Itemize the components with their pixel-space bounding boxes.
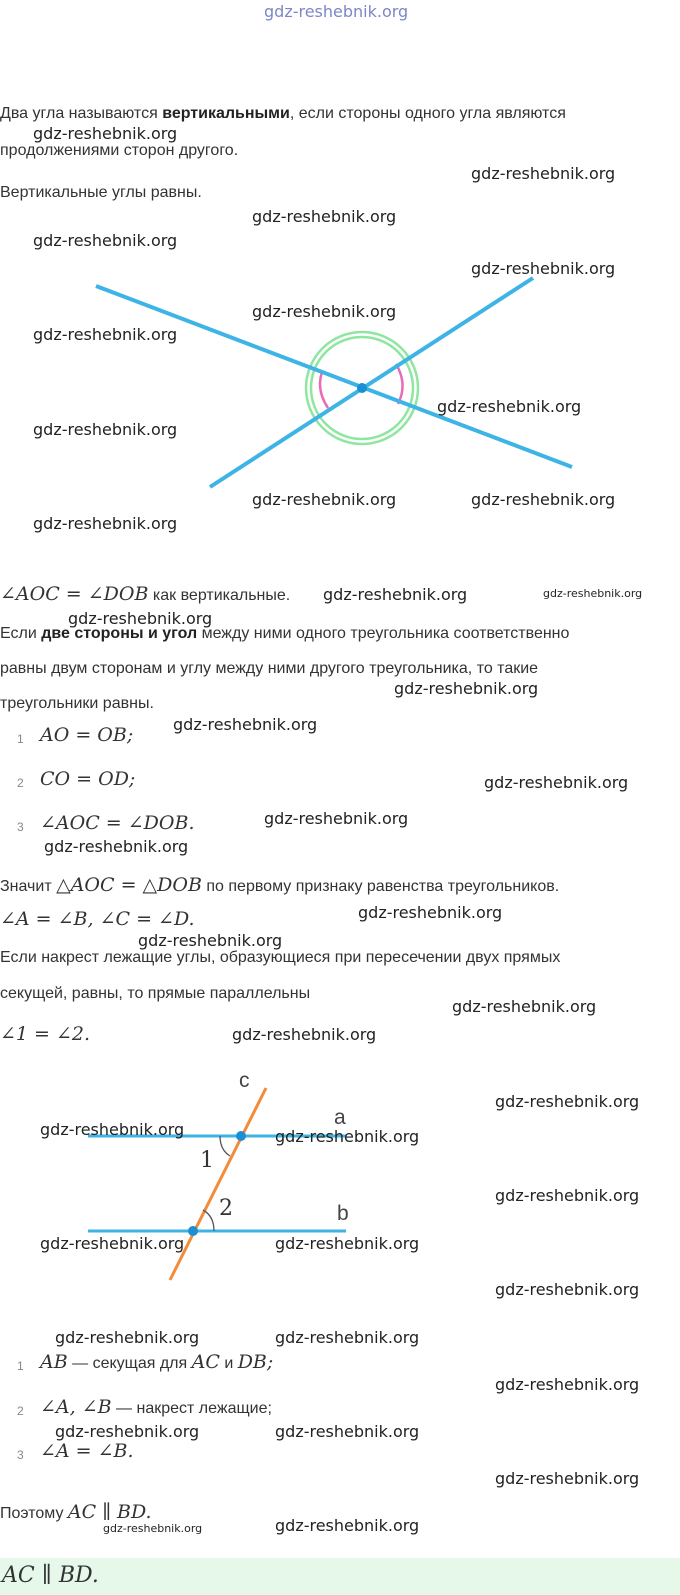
watermark: gdz-reshebnik.org xyxy=(471,259,616,278)
watermark: gdz-reshebnik.org xyxy=(103,1522,203,1535)
list-number: 2 xyxy=(17,1404,24,1418)
watermark: gdz-reshebnik.org xyxy=(33,420,178,439)
list-number: 2 xyxy=(17,776,24,790)
list-item-alternate xyxy=(40,1396,272,1419)
list-item xyxy=(17,818,24,836)
list-item xyxy=(17,1357,24,1375)
answer-box xyxy=(0,1558,680,1595)
text: , если стороны одного угла являются xyxy=(289,105,566,122)
parallel-theorem-line-2: секущей, равны, то прямые параллельны xyxy=(0,985,311,1002)
watermark: gdz-reshebnik.org xyxy=(275,1328,420,1347)
watermark: gdz-reshebnik.org xyxy=(543,587,643,600)
list-item-math: ∠A = ∠B. xyxy=(40,1440,134,1462)
vertical-angles-figure xyxy=(0,0,680,560)
watermark: gdz-reshebnik.org xyxy=(471,164,616,183)
list-item xyxy=(17,1446,24,1464)
list-number: 3 xyxy=(17,820,24,834)
pink-arc-right xyxy=(396,364,403,404)
list-number: 3 xyxy=(17,1448,24,1462)
watermark: gdz-reshebnik.org xyxy=(173,715,318,734)
sas-theorem-line-3: треугольники равны. xyxy=(0,695,154,712)
definition-line-2: продолжениями сторон другого. xyxy=(0,142,239,159)
watermark: gdz-reshebnik.org xyxy=(437,397,582,416)
watermark: gdz-reshebnik.org xyxy=(33,231,178,250)
label-angle-1: 1 xyxy=(200,1148,214,1173)
list-item-math: ∠AOC = ∠DOB. xyxy=(40,812,195,834)
watermark: gdz-reshebnik.org xyxy=(252,490,397,509)
watermark: gdz-reshebnik.org xyxy=(68,609,213,628)
bold-term: две стороны и угол xyxy=(41,625,198,642)
watermark: gdz-reshebnik.org xyxy=(275,1234,420,1253)
angle-1-2-equality: ∠1 = ∠2. xyxy=(0,1023,91,1045)
watermark: gdz-reshebnik.org xyxy=(495,1186,640,1205)
watermark: gdz-reshebnik.org xyxy=(495,1375,640,1394)
list-item-math: CO = OD; xyxy=(40,768,136,790)
watermark: gdz-reshebnik.org xyxy=(394,679,539,698)
watermark: gdz-reshebnik.org xyxy=(44,837,189,856)
watermark: gdz-reshebnik.org xyxy=(495,1092,640,1111)
math-expression: ∠AOC = ∠DOB xyxy=(0,583,149,605)
math: ∠A, ∠B xyxy=(40,1396,112,1418)
label-a: a xyxy=(334,1106,346,1129)
label-angle-2: 2 xyxy=(219,1196,233,1221)
text: как вертикальные. xyxy=(148,587,291,604)
watermark: gdz-reshebnik.org xyxy=(55,1422,200,1441)
watermark: gdz-reshebnik.org xyxy=(275,1516,420,1535)
watermark: gdz-reshebnik.org xyxy=(33,325,178,344)
list-number: 1 xyxy=(17,1359,24,1373)
text: по первому признаку равенства треугольников. xyxy=(201,878,560,895)
watermark: gdz-reshebnik.org xyxy=(495,1469,640,1488)
watermark: gdz-reshebnik.org xyxy=(264,809,409,828)
pink-arc-left xyxy=(320,372,328,408)
watermark: gdz-reshebnik.org xyxy=(452,997,597,1016)
point-intersection-b xyxy=(188,1226,198,1236)
math-expression: AC ∥ BD. xyxy=(67,1501,152,1523)
point-intersection-a xyxy=(236,1131,246,1141)
math: DB; xyxy=(237,1351,274,1373)
list-item xyxy=(17,1402,24,1420)
text: и xyxy=(219,1355,238,1372)
rule-vertical-equal: Вертикальные углы равны. xyxy=(0,184,202,201)
watermark: gdz-reshebnik.org xyxy=(358,903,503,922)
watermark: gdz-reshebnik.org xyxy=(323,585,468,604)
sas-theorem-line-2: равны двум сторонам и углу между ними другого треугольника, то такие xyxy=(0,660,539,677)
list-item xyxy=(17,730,24,748)
watermark: gdz-reshebnik.org xyxy=(495,1280,640,1299)
watermark: gdz-reshebnik.org xyxy=(232,1025,377,1044)
text: Два угла называются xyxy=(0,105,163,122)
secant-line-c xyxy=(170,1088,266,1280)
text: Если xyxy=(0,625,42,642)
text: между ними одного треугольника соответственно xyxy=(197,625,570,642)
watermark: gdz-reshebnik.org xyxy=(252,207,397,226)
watermark: gdz-reshebnik.org xyxy=(33,514,178,533)
label-c: c xyxy=(239,1069,250,1092)
list-item-secant xyxy=(40,1351,273,1374)
watermark: gdz-reshebnik.org xyxy=(55,1328,200,1347)
text: Поэтому xyxy=(0,1505,68,1522)
parallel-theorem-line-1: Если накрест лежащие углы, образующиеся при пересечении двух прямых xyxy=(0,949,561,966)
text: — секущая для xyxy=(67,1355,192,1372)
math: AC xyxy=(191,1351,220,1373)
therefore-line xyxy=(0,1501,152,1524)
watermark: gdz-reshebnik.org xyxy=(40,1234,185,1253)
watermark: gdz-reshebnik.org xyxy=(33,124,178,143)
vertical-equality xyxy=(0,583,290,606)
list-item-math: AO = OB; xyxy=(40,724,134,746)
answer: AC ∥ BD. xyxy=(2,1563,99,1588)
text: Значит xyxy=(0,878,57,895)
watermark: gdz-reshebnik.org xyxy=(471,490,616,509)
list-item xyxy=(17,774,24,792)
label-b: b xyxy=(337,1202,349,1225)
angle-1-arc xyxy=(220,1136,230,1156)
conclusion-triangles xyxy=(0,874,559,897)
text: — накрест лежащие; xyxy=(111,1400,272,1417)
watermark: gdz-reshebnik.org xyxy=(275,1127,420,1146)
watermark: gdz-reshebnik.org xyxy=(40,1120,185,1139)
watermark: gdz-reshebnik.org xyxy=(138,931,283,950)
watermark: gdz-reshebnik.org xyxy=(275,1422,420,1441)
watermark: gdz-reshebnik.org xyxy=(252,302,397,321)
angles-equality: ∠A = ∠B, ∠C = ∠D. xyxy=(0,908,195,930)
list-number: 1 xyxy=(17,732,24,746)
bold-term: вертикальными xyxy=(162,105,290,122)
math: AB xyxy=(40,1351,68,1373)
intersection-point xyxy=(357,383,367,393)
watermark: gdz-reshebnik.org xyxy=(484,773,629,792)
math-expression: △AOC = △DOB xyxy=(56,874,202,896)
watermark: gdz-reshebnik.org xyxy=(264,2,409,21)
